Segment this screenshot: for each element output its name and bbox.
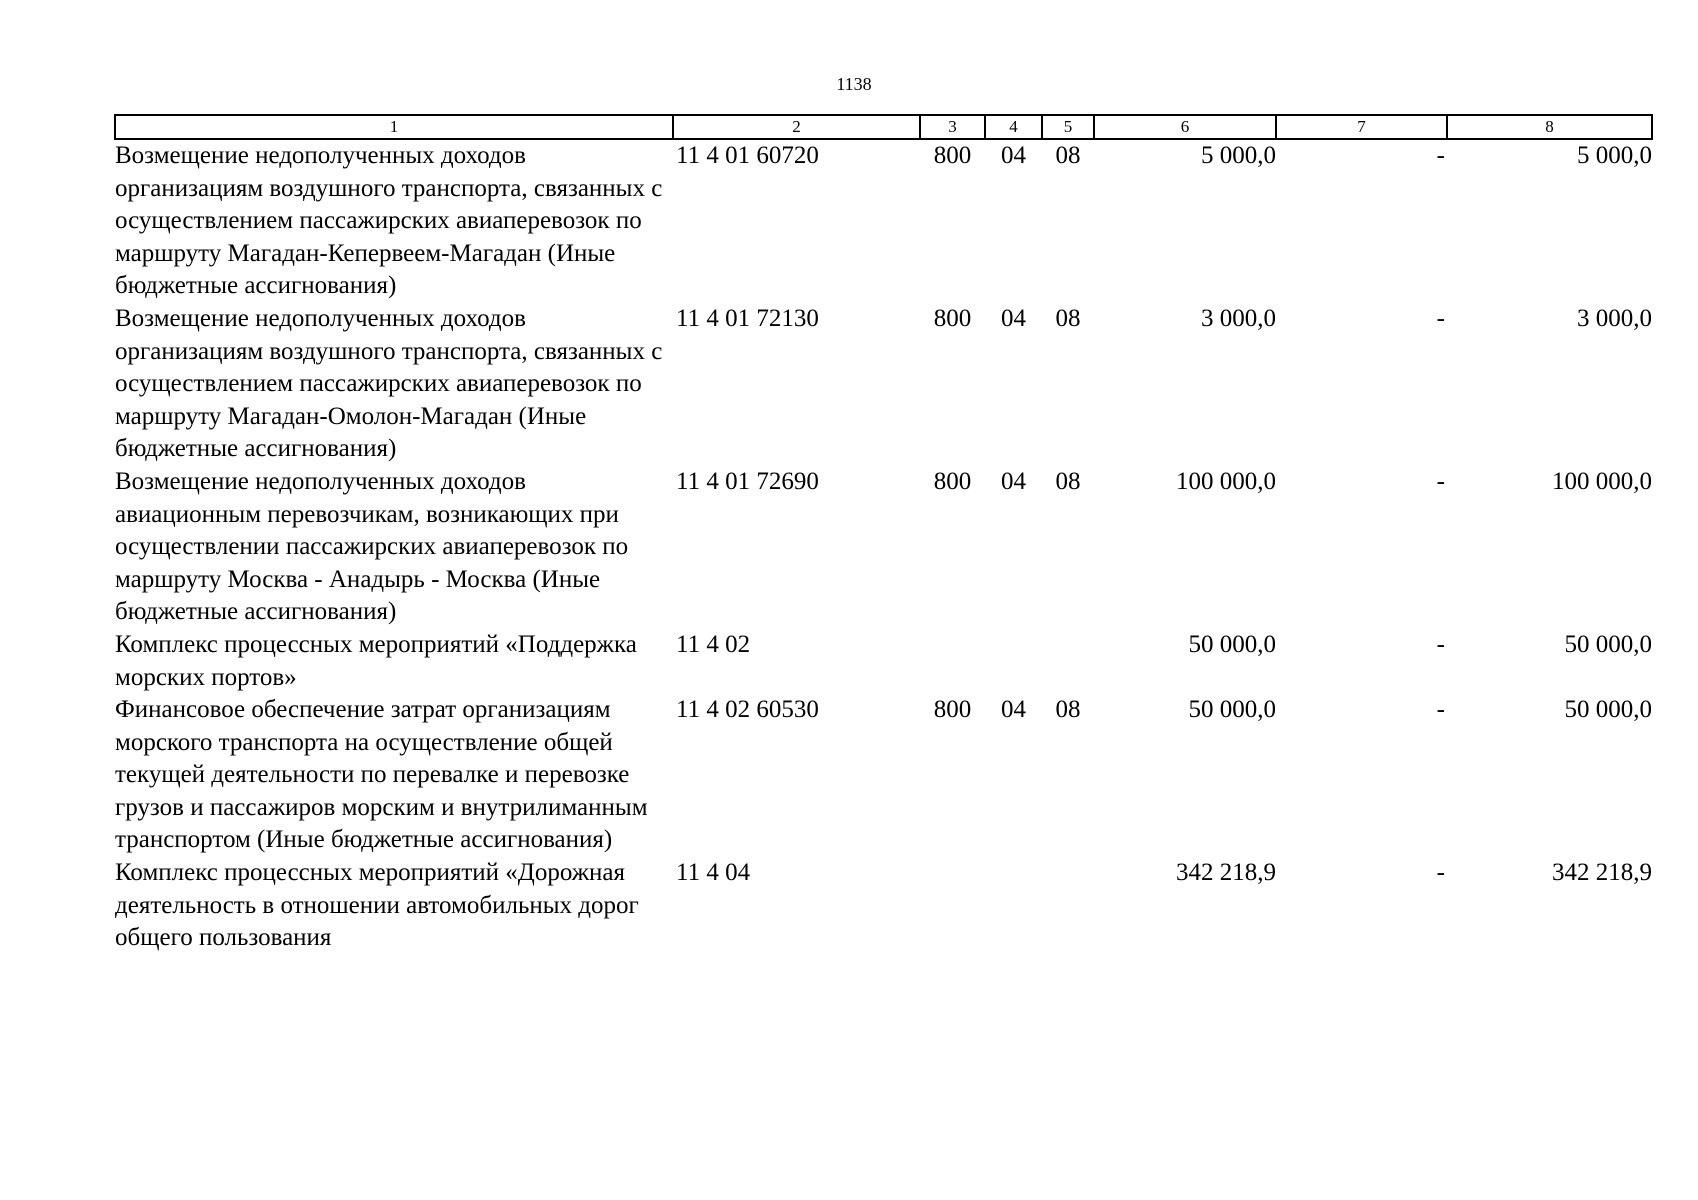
row-total: 50 000,0: [1564, 696, 1652, 724]
row-amount: 3 000,0: [1201, 304, 1276, 332]
column-header: 3: [920, 115, 985, 139]
table-row: [115, 694, 1652, 857]
row-total: 100 000,0: [1552, 467, 1652, 495]
row-name: Комплекс процессных мероприятий «Поддержка морских портов»: [115, 630, 637, 691]
row-col3: 800: [933, 142, 972, 169]
row-code: 11 4 02: [676, 630, 751, 658]
column-header: 1: [115, 115, 673, 139]
budget-table: [114, 114, 1653, 955]
row-name: Возмещение недополученных доходов авиационным перевозчикам, возникающих при осуществлении пассажирских авиаперевозок по маршруту Москва - Анадырь - Москва (Иные бюджетные ассигнования): [115, 467, 629, 626]
row-code: 11 4 02 60530: [676, 696, 819, 724]
row-amount: 50 000,0: [1188, 630, 1276, 658]
row-col4: 04: [1001, 696, 1026, 724]
row-col5: [1042, 629, 1094, 694]
row-col7: -: [1436, 142, 1445, 169]
row-name: Финансовое обеспечение затрат организациям морского транспорта на осуществление общей текущей деятельности по перевалке и перевозке грузов и пассажиров морским и внутрилиманным транспортом (Иные бюджетные ассигнования): [115, 696, 648, 854]
row-col3: [920, 629, 985, 694]
row-amount: 50 000,0: [1188, 696, 1276, 724]
row-col4: 04: [1001, 304, 1026, 332]
row-total: 50 000,0: [1564, 630, 1652, 658]
column-header: 7: [1276, 115, 1447, 139]
row-total: 3 000,0: [1577, 304, 1652, 332]
column-header: 6: [1094, 115, 1276, 139]
row-col4: [985, 629, 1042, 694]
page-number: 1138: [836, 74, 872, 94]
row-code: 11 4 01 72690: [676, 467, 819, 495]
table-row: [115, 629, 1652, 694]
row-name: Возмещение недополученных доходов организациям воздушного транспорта, связанных с осуществлением пассажирских авиаперевозок по маршруту Магадан-Кепервеем-Магадан (Иные бюджетные ассигнования): [115, 142, 663, 300]
column-header: 4: [985, 115, 1042, 139]
row-col5: 08: [1055, 142, 1081, 169]
table-row: [115, 857, 1652, 955]
row-col5: 08: [1055, 467, 1081, 495]
row-col3: 800: [933, 467, 972, 495]
row-amount: 100 000,0: [1176, 467, 1276, 495]
row-col5: 08: [1055, 696, 1081, 724]
row-col3: 800: [933, 304, 972, 332]
row-amount: 5 000,0: [1201, 142, 1276, 169]
column-header: 5: [1042, 115, 1094, 139]
table-row: [115, 303, 1652, 466]
row-code: 11 4 04: [676, 859, 751, 887]
row-total: 342 218,9: [1552, 859, 1652, 887]
row-code: 11 4 01 72130: [676, 304, 819, 332]
row-col7: -: [1436, 467, 1445, 495]
column-header: 8: [1447, 115, 1652, 139]
table-body: [115, 139, 1652, 955]
row-col5: 08: [1055, 304, 1081, 332]
row-name: Комплекс процессных мероприятий «Дорожная деятельность в отношении автомобильных дорог общего пользования: [115, 859, 639, 952]
table-header: [115, 115, 1652, 139]
table-row: [115, 139, 1652, 303]
row-col3: [920, 857, 985, 955]
table-row: [115, 466, 1652, 629]
row-col7: -: [1436, 859, 1445, 887]
row-col4: 04: [1001, 142, 1026, 169]
row-total: 5 000,0: [1577, 142, 1652, 169]
row-col7: -: [1436, 696, 1445, 724]
row-amount: 342 218,9: [1176, 859, 1276, 887]
row-col5: [1042, 857, 1094, 955]
row-code: 11 4 01 60720: [676, 142, 819, 169]
row-name: Возмещение недополученных доходов организациям воздушного транспорта, связанных с осуществлением пассажирских авиаперевозок по маршруту Магадан-Омолон-Магадан (Иные бюджетные ассигнования): [115, 304, 663, 463]
column-header: 2: [673, 115, 920, 139]
row-col4: [985, 857, 1042, 955]
row-col4: 04: [1001, 467, 1026, 495]
row-col3: 800: [933, 696, 972, 724]
header-row: [115, 115, 1652, 139]
row-col7: -: [1436, 630, 1445, 658]
row-col7: -: [1436, 304, 1445, 332]
